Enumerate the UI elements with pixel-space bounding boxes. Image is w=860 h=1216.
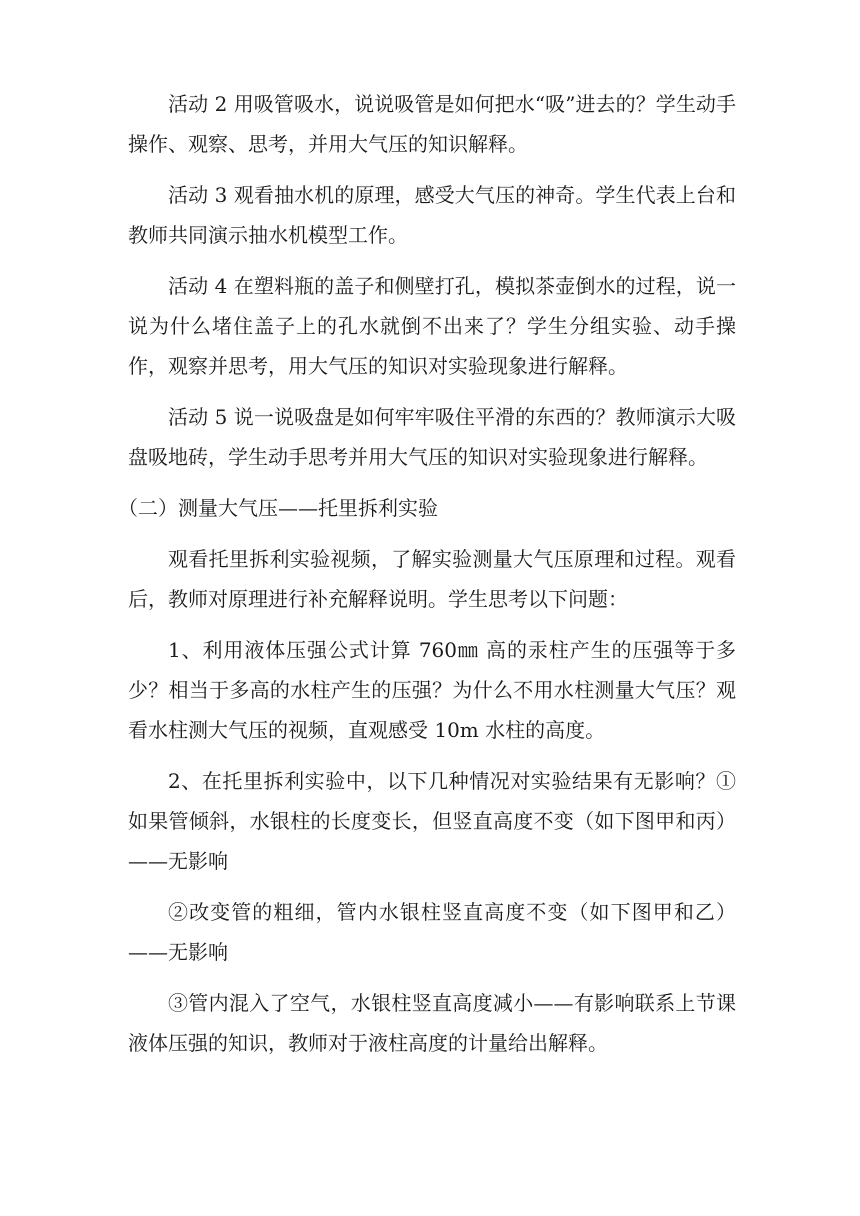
paragraph-activity-5: 活动 5 说一说吸盘是如何牢牢吸住平滑的东西的？教师演示大吸盘吸地砖，学生动手思考并用大气压的知识对实验现象进行解释。 xyxy=(128,405,736,469)
paragraph-activity-4: 活动 4 在塑料瓶的盖子和侧壁打孔，模拟茶壶倒水的过程，说一说为什么堵住盖子上的孔水就倒不出来了？学生分组实验、动手操作，观察并思考，用大气压的知识对实验现象进行解释。 xyxy=(128,274,736,378)
paragraph-question-1: 1、利用液体压强公式计算 760㎜ 高的汞柱产生的压强等于多少？相当于多高的水柱产生的压强？为什么不用水柱测量大气压？观看水柱测大气压的视频，直观感受 10m 水柱的高度。 xyxy=(128,638,736,742)
paragraph-activity-2: 活动 2 用吸管吸水，说说吸管是如何把水“吸”进去的？学生动手操作、观察、思考，并用大气压的知识解释。 xyxy=(128,92,736,156)
section-heading-torricelli: （二）测量大气压——托里拆利实验 xyxy=(118,496,438,520)
document-body xyxy=(118,84,736,1074)
paragraph-air-in-tube: ③管内混入了空气，水银柱竖直高度减小——有影响联系上节课液体压强的知识，教师对于液柱高度的计量给出解释。 xyxy=(128,991,736,1055)
paragraph-activity-3: 活动 3 观看抽水机的原理，感受大气压的神奇。学生代表上台和教师共同演示抽水机模型工作。 xyxy=(128,183,736,247)
paragraph-tube-thickness: ②改变管的粗细，管内水银柱竖直高度不变（如下图甲和乙）——无影响 xyxy=(128,900,736,964)
paragraph-video-intro: 观看托里拆利实验视频，了解实验测量大气压原理和过程。观看后，教师对原理进行补充解释说明。学生思考以下问题： xyxy=(128,547,736,611)
paragraph-question-2: 2、在托里拆利实验中，以下几种情况对实验结果有无影响？①如果管倾斜，水银柱的长度变长，但竖直高度不变（如下图甲和丙）——无影响 xyxy=(128,769,736,873)
